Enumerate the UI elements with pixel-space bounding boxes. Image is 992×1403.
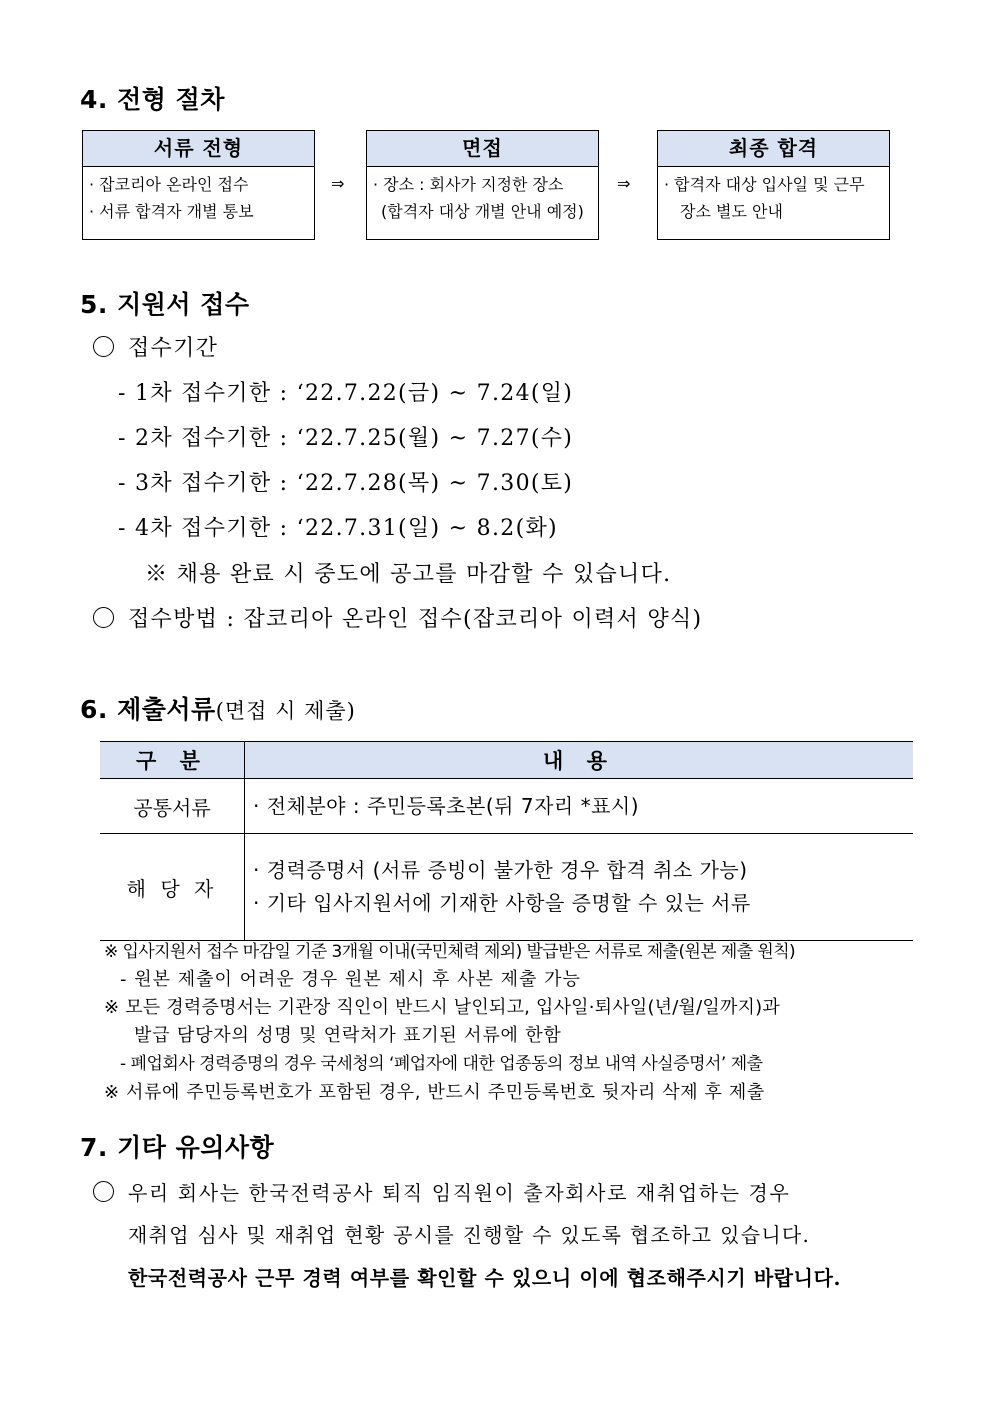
table-row <box>100 834 913 941</box>
period-label: 접수기간 <box>128 336 219 361</box>
doc-note: ※ 모든 경력증명서는 기관장 직인이 반드시 날인되고, 입사일·퇴사일(년/월/일까지)과 <box>104 997 780 1018</box>
row-item: · 전체분야 : 주민등록초본(뒤 7자리 *표시) <box>253 793 640 818</box>
row-content <box>245 834 914 941</box>
notice-line-bold: 한국전력공사 근무 경력 여부를 확인할 수 있으니 이에 협조해주시기 바랍니다. <box>128 1266 842 1290</box>
round-line: - 1차 접수기한 : ‘22.7.22(금) ~ 7.24(일) <box>118 381 574 406</box>
method-text: 접수방법 : 잡코리아 온라인 접수(잡코리아 이력서 양식) <box>128 607 703 632</box>
step-line: · 잡코리아 온라인 접수 <box>89 175 249 194</box>
doc-note: - 폐업회사 경력증명의 경우 국세청의 ‘폐업자에 대한 업종동의 정보 내역 사실증명서’ 제출 <box>120 1054 763 1074</box>
row-item: · 경력증명서 (서류 증빙이 불가한 경우 합격 취소 가능) <box>253 858 748 882</box>
notice-line <box>93 1177 790 1206</box>
doc-note: 발급 담당자의 성명 및 연락처가 표기된 서류에 한함 <box>134 1025 562 1046</box>
step-line: · 합격자 대상 입사일 및 근무 <box>664 175 865 194</box>
round-line: - 4차 접수기한 : ‘22.7.31(일) ~ 8.2(화) <box>118 516 558 541</box>
header-category: 구 분 <box>100 742 245 779</box>
step-final-pass <box>657 130 890 240</box>
section-6-title-main: 6. 제출서류 <box>80 695 216 724</box>
arrow-icon: ⇒ <box>331 174 345 193</box>
early-close-note: ※ 채용 완료 시 중도에 공고를 마감할 수 있습니다. <box>145 562 672 587</box>
documents-table <box>100 741 913 941</box>
step-title: 서류 전형 <box>83 131 314 167</box>
row-content <box>245 779 914 834</box>
circle-bullet-icon <box>93 607 114 628</box>
notice-text: 우리 회사는 한국전력공사 퇴직 임직원이 출자회사로 재취업하는 경우 <box>128 1181 791 1205</box>
circle-bullet-icon <box>93 336 114 357</box>
table-row <box>100 779 913 834</box>
round-line: - 2차 접수기한 : ‘22.7.25(월) ~ 7.27(수) <box>118 426 574 451</box>
method-line <box>93 602 702 633</box>
doc-note: - 원본 제출이 어려운 경우 원본 제시 후 사본 제출 가능 <box>120 969 581 990</box>
step-title: 최종 합격 <box>658 131 889 167</box>
step-line: (합격자 대상 개별 안내 예정) <box>381 202 584 221</box>
circle-bullet-icon <box>93 1181 114 1202</box>
section-4-title: 4. 전형 절차 <box>80 85 225 114</box>
step-line: · 서류 합격자 개별 통보 <box>89 202 254 221</box>
step-document-screening <box>82 130 315 240</box>
step-title: 면접 <box>367 131 598 167</box>
table-header-row <box>100 742 913 779</box>
period-heading <box>93 331 218 362</box>
step-line: · 장소 : 회사가 지정한 장소 <box>373 175 564 194</box>
row-category: 공통서류 <box>100 779 245 834</box>
header-content: 내 용 <box>245 742 914 779</box>
round-line: - 3차 접수기한 : ‘22.7.28(목) ~ 7.30(토) <box>118 471 574 496</box>
section-6-title-sub: (면접 시 제출) <box>215 699 356 723</box>
row-item: · 기타 입사지원서에 기재한 사항을 증명할 수 있는 서류 <box>253 891 751 915</box>
doc-note: ※ 서류에 주민등록번호가 포함된 경우, 반드시 주민등록번호 뒷자리 삭제 후 제출 <box>104 1082 765 1103</box>
step-interview <box>366 130 599 240</box>
section-7-title: 7. 기타 유의사항 <box>80 1133 275 1162</box>
section-5-title: 5. 지원서 접수 <box>80 290 250 319</box>
section-6-title <box>80 690 356 726</box>
row-category: 해 당 자 <box>100 834 245 941</box>
arrow-icon: ⇒ <box>617 174 631 193</box>
notice-line: 재취업 심사 및 재취업 현황 공시를 진행할 수 있도록 협조하고 있습니다. <box>128 1223 811 1247</box>
doc-note: ※ 입사지원서 접수 마감일 기준 3개월 이내(국민체력 제외) 발급받은 서류로 제출(원본 제출 원칙) <box>104 942 796 962</box>
step-line: 장소 별도 안내 <box>680 202 783 221</box>
